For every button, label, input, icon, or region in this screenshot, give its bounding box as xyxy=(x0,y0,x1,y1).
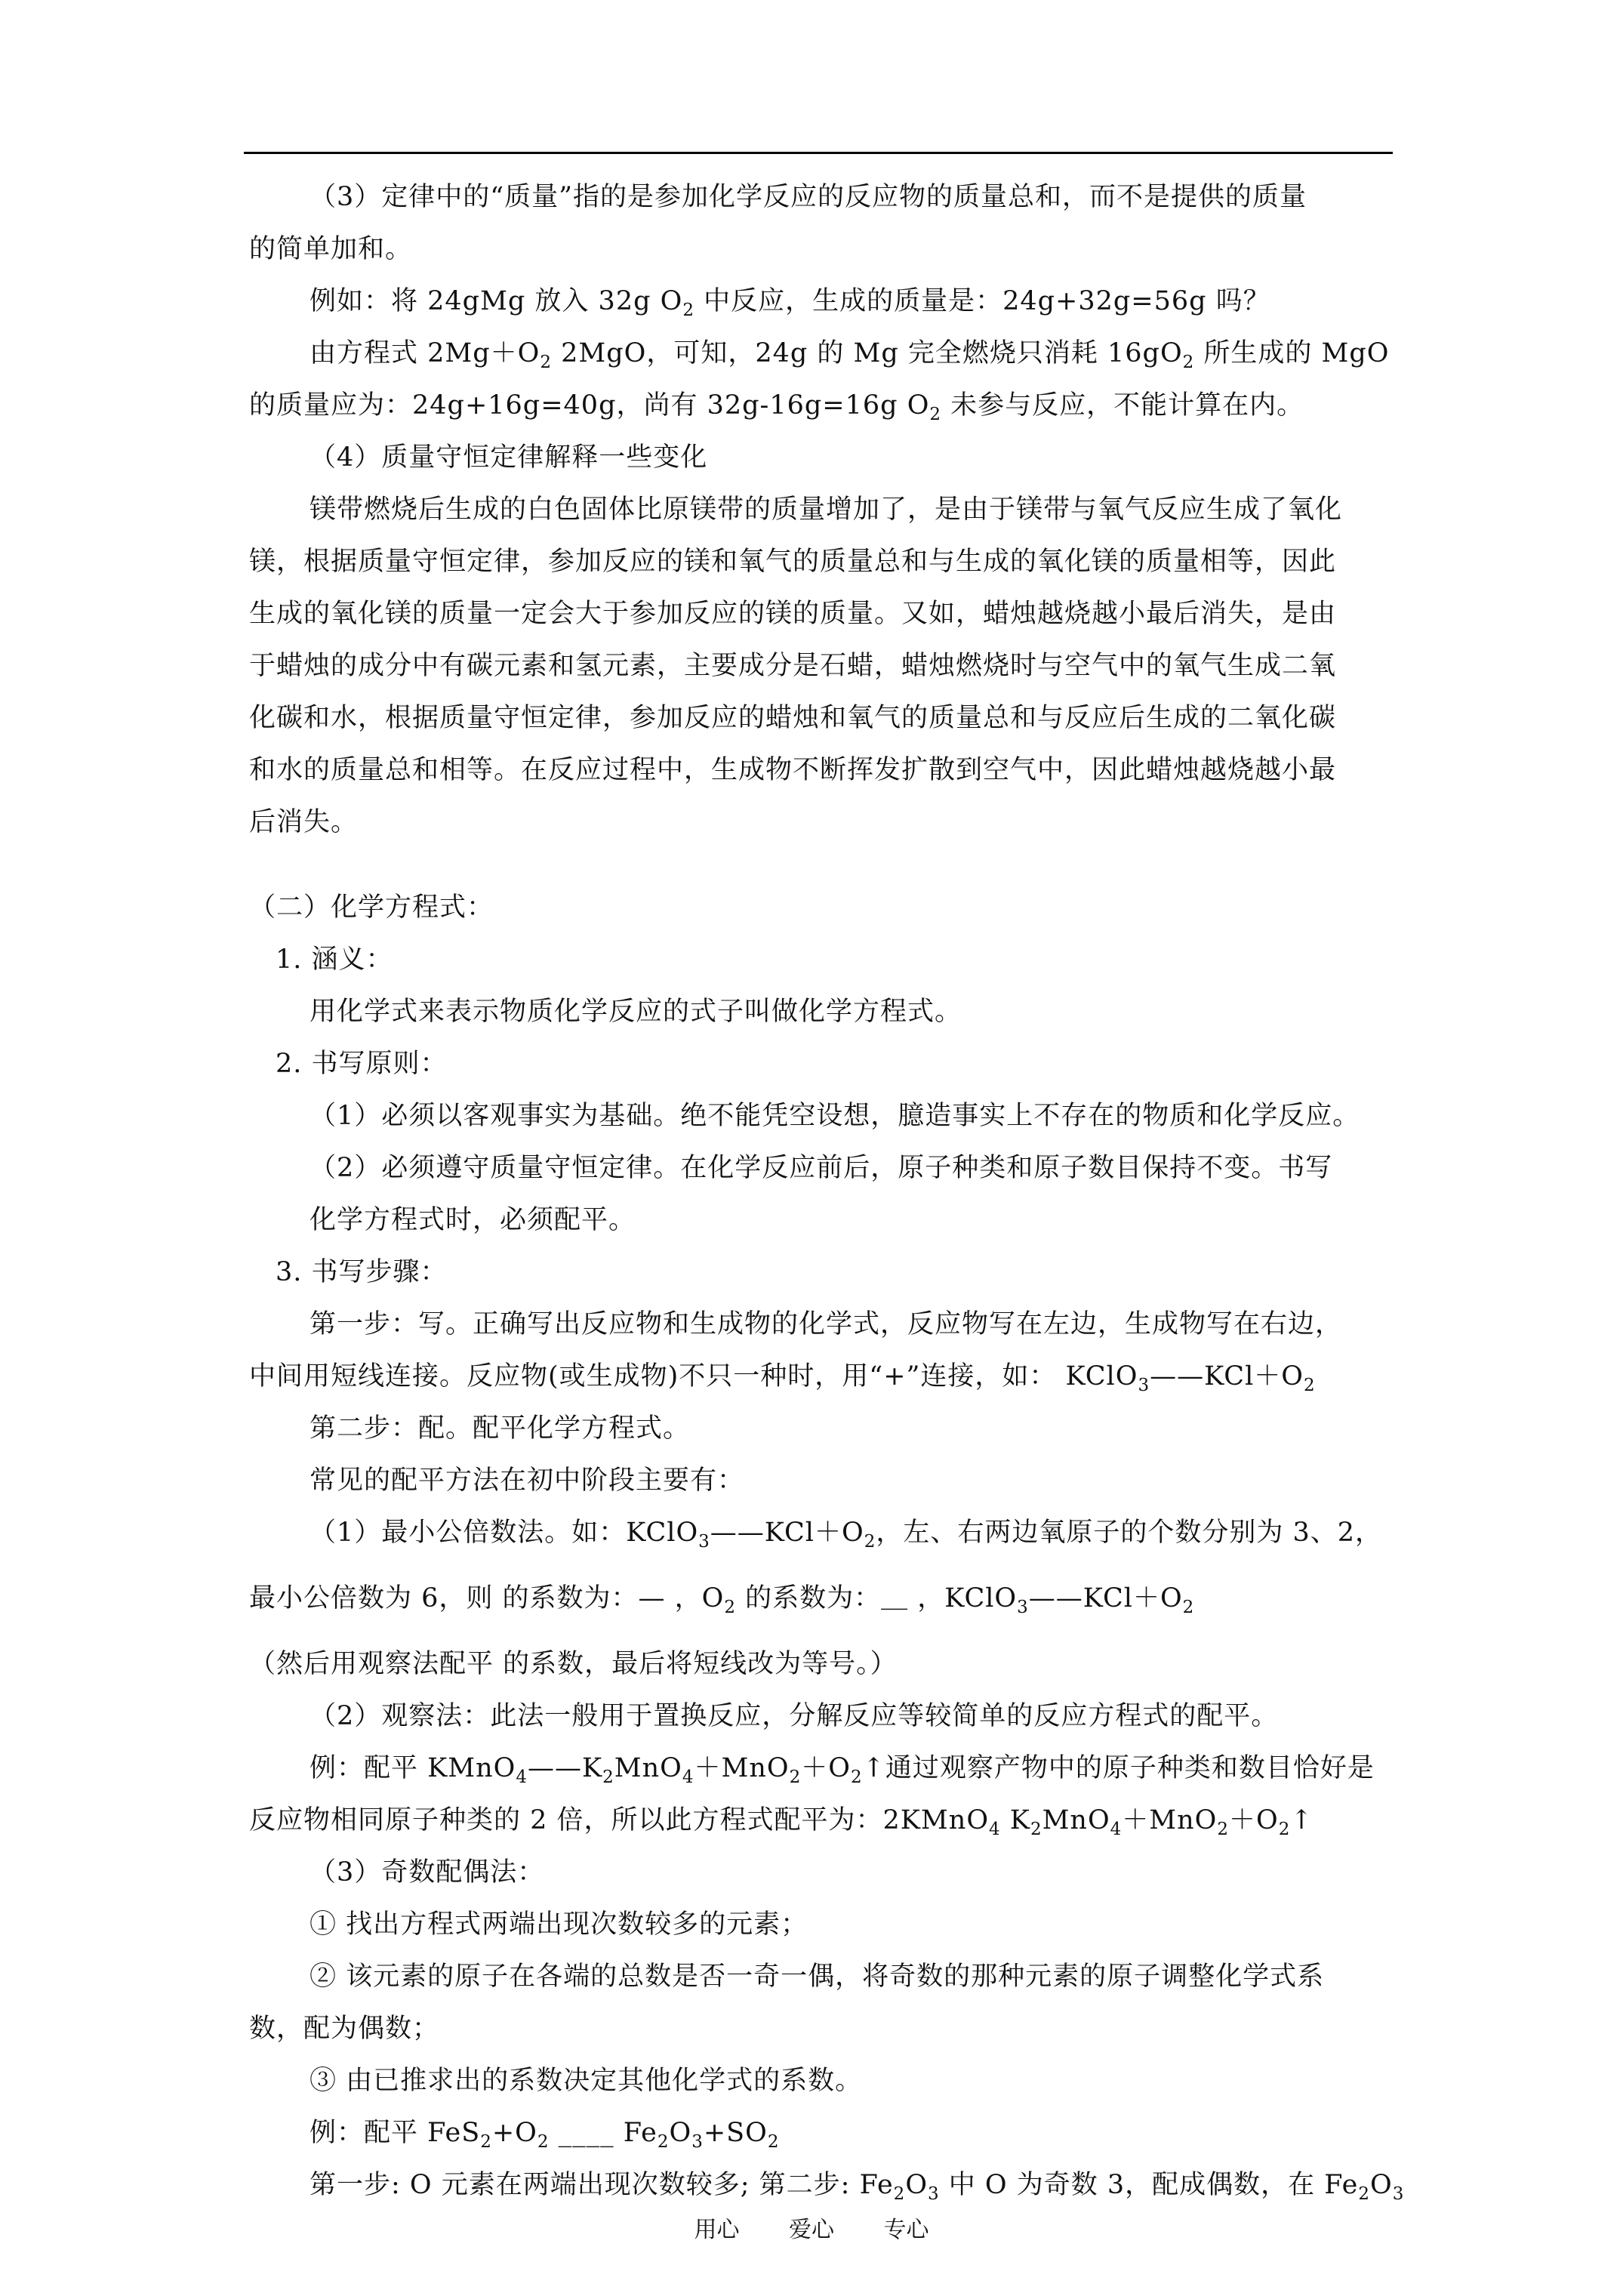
text-run: 1. 涵义： xyxy=(276,945,393,975)
text-run: ↑通过观察产物中的原子种类和数目恰好是 xyxy=(862,1753,1375,1783)
text-run: ② 该元素的原子在各端的总数是否一奇一偶，将奇数的那种元素的原子调整化学式系 xyxy=(310,1962,1325,1992)
subscript: 2 xyxy=(864,1532,876,1552)
text-run: ③ 由已推求出的系数决定其他化学式的系数。 xyxy=(310,2066,863,2096)
text-run: 第一步：写。正确写出反应物和生成物的化学式，反应物写在左边，生成物写在右边， xyxy=(310,1309,1343,1339)
text-run: 反应物相同原子种类的 2 倍，所以此方程式配平为：2KMnO xyxy=(249,1805,990,1835)
footer-text-3: 专心 xyxy=(883,2217,929,2243)
text-line xyxy=(310,1099,1360,1133)
text-run: 数，配为偶数； xyxy=(249,2014,440,2044)
subscript: 4 xyxy=(516,1767,528,1787)
text-run: 和水的质量总和相等。在反应过程中，生成物不断挥发扩散到空气中，因此蜡烛越烧越小最 xyxy=(249,755,1337,785)
subscript: 4 xyxy=(682,1767,694,1787)
text-run: 最小公倍数为 6，则 的系数为：— ，O xyxy=(249,1583,725,1613)
text-run: MnO xyxy=(614,1753,682,1783)
subscript: 2 xyxy=(767,2132,780,2152)
text-line xyxy=(310,1464,744,1497)
subscript: 2 xyxy=(540,353,552,372)
subscript: 2 xyxy=(724,1598,736,1617)
text-run: 的简单加和。 xyxy=(249,234,413,264)
text-line xyxy=(249,597,1336,630)
subscript: 2 xyxy=(1358,2184,1370,2204)
text-line xyxy=(310,1412,690,1445)
text-line xyxy=(310,1700,1278,1733)
text-run: 于蜡烛的成分中有碳元素和氢元素，主要成分是石蜡，蜡烛燃烧时与空气中的氧气生成二氧 xyxy=(249,651,1337,681)
text-run: 生成的氧化镁的质量一定会大于参加反应的镁的质量。又如，蜡烛越烧越小最后消失，是由 xyxy=(249,599,1337,629)
text-run: 中间用短线连接。反应物(或生成物)不只一种时，用“+”连接，如： KClO xyxy=(249,1361,1138,1391)
text-line xyxy=(310,1856,544,1889)
text-line xyxy=(249,233,412,266)
text-line xyxy=(310,995,962,1028)
subscript: 2 xyxy=(929,405,942,424)
text-run: 3. 书写步骤： xyxy=(276,1257,448,1287)
text-run: 第二步：配。配平化学方程式。 xyxy=(310,1413,691,1444)
subscript: 4 xyxy=(1110,1820,1123,1839)
text-run: K xyxy=(1000,1805,1030,1835)
text-line xyxy=(310,1516,1382,1552)
text-line xyxy=(276,1047,448,1080)
text-line xyxy=(249,389,1304,422)
text-run: 镁带燃烧后生成的白色固体比原镁带的质量增加了，是由于镁带与氧气反应生成了氧化 xyxy=(310,495,1343,525)
text-line xyxy=(249,1647,898,1681)
text-run: 中 O 为奇数 3，配成偶数，在 Fe xyxy=(939,2170,1359,2200)
text-run: 2MgO，可知，24g 的 Mg 完全燃烧只消耗 16gO xyxy=(551,338,1183,368)
text-line xyxy=(310,2064,862,2097)
subscript: 2 xyxy=(602,1767,614,1787)
subscript: 2 xyxy=(850,1767,863,1787)
text-line xyxy=(310,493,1342,526)
text-run: +O xyxy=(491,2118,537,2148)
text-line xyxy=(310,2168,1404,2202)
text-line xyxy=(249,754,1336,787)
subscript: 2 xyxy=(1030,1820,1042,1839)
text-run: ＋MnO xyxy=(1122,1805,1218,1835)
text-run: 第一步: O 元素在两端出现次数较多; 第二步: Fe xyxy=(310,2170,894,2200)
page-footer xyxy=(0,2211,1623,2244)
text-run: ① 找出方程式两端出现次数较多的元素； xyxy=(310,1909,808,1940)
text-line xyxy=(276,943,393,976)
text-run: ↑ xyxy=(1290,1805,1313,1835)
text-line xyxy=(310,1151,1332,1185)
footer-text-1: 用心 xyxy=(694,2217,740,2243)
text-run: ____ Fe xyxy=(549,2118,658,2148)
text-run: MnO xyxy=(1042,1805,1110,1835)
subscript: 3 xyxy=(1392,2184,1405,2204)
text-run: 中反应，生成的质量是：24g+32g=56g 吗？ xyxy=(694,286,1270,316)
text-run: 后消失。 xyxy=(249,807,359,837)
subscript: 2 xyxy=(1217,1820,1230,1839)
text-run: 例如：将 24gMg 放入 32g O xyxy=(310,286,683,316)
text-run: O xyxy=(1369,2170,1393,2200)
text-run: ——KCl＋O xyxy=(1150,1361,1304,1391)
text-line xyxy=(310,1960,1324,1993)
text-run: 未参与反应，不能计算在内。 xyxy=(941,390,1304,421)
text-run: 化碳和水，根据质量守恒定律，参加反应的蜡烛和氧气的质量总和与反应后生成的二氧化碳 xyxy=(249,703,1337,733)
text-run: ——KCl＋O xyxy=(1028,1583,1183,1613)
text-run: O xyxy=(669,2118,692,2148)
text-line xyxy=(249,891,494,924)
text-line xyxy=(249,649,1336,683)
text-line xyxy=(310,180,1307,214)
text-line xyxy=(310,337,1389,370)
text-run: （二）化学方程式： xyxy=(249,892,494,923)
text-run: 镁，根据质量守恒定律，参加反应的镁和氧气的质量总和与生成的氧化镁的质量相等，因此 xyxy=(249,547,1337,577)
text-line xyxy=(249,1582,1194,1615)
subscript: 2 xyxy=(1182,353,1195,372)
text-run: （4）质量守恒定律解释一些变化 xyxy=(310,442,708,473)
text-line xyxy=(249,1804,1313,1837)
subscript: 2 xyxy=(789,1767,802,1787)
text-run: （3）奇数配偶法： xyxy=(310,1857,545,1888)
text-run: ＋MnO xyxy=(694,1753,790,1783)
subscript: 3 xyxy=(691,2132,704,2152)
text-line xyxy=(310,1203,636,1237)
text-run: ＋O xyxy=(801,1753,851,1783)
text-line xyxy=(276,1256,448,1289)
header-rule xyxy=(244,152,1393,154)
text-run: 用化学式来表示物质化学反应的式子叫做化学方程式。 xyxy=(310,997,962,1027)
text-run: 的质量应为：24g+16g=40g，尚有 32g-16g=16g O xyxy=(249,390,930,421)
subscript: 2 xyxy=(537,2132,550,2152)
text-line xyxy=(249,701,1336,735)
text-line xyxy=(310,285,1270,318)
text-run: 例：配平 FeS xyxy=(310,2118,481,2148)
text-line xyxy=(249,806,358,839)
subscript: 2 xyxy=(682,300,694,320)
text-run: ，左、右两边氧原子的个数分别为 3、2， xyxy=(876,1518,1382,1548)
subscript: 2 xyxy=(657,2132,670,2152)
text-line xyxy=(310,441,707,474)
subscript: 3 xyxy=(1017,1598,1029,1617)
text-run: 的系数为：＿ ，KClO xyxy=(735,1583,1018,1613)
subscript: 2 xyxy=(480,2132,492,2152)
text-run: 常见的配平方法在初中阶段主要有： xyxy=(310,1465,745,1496)
text-run: +SO xyxy=(703,2118,768,2148)
subscript: 3 xyxy=(1138,1376,1150,1395)
text-run: 由方程式 2Mg＋O xyxy=(310,338,540,368)
subscript: 2 xyxy=(1182,1598,1195,1617)
subscript: 3 xyxy=(698,1532,710,1552)
text-run: （1）必须以客观事实为基础。绝不能凭空设想，臆造事实上不存在的物质和化学反应。 xyxy=(310,1101,1360,1131)
subscript: 2 xyxy=(1278,1820,1291,1839)
text-line xyxy=(249,2012,439,2045)
text-run: ——K xyxy=(528,1753,603,1783)
text-run: O xyxy=(905,2170,929,2200)
text-line xyxy=(310,2116,779,2150)
text-run: （1）最小公倍数法。如：KClO xyxy=(310,1518,699,1548)
text-run: （3）定律中的“质量”指的是参加化学反应的反应物的质量总和，而不是提供的质量 xyxy=(310,182,1307,212)
text-run: 化学方程式时，必须配平。 xyxy=(310,1205,636,1235)
text-run: （然后用观察法配平 的系数，最后将短线改为等号。） xyxy=(249,1649,898,1679)
text-run: 所生成的 MgO xyxy=(1194,338,1390,368)
subscript: 2 xyxy=(893,2184,906,2204)
text-line xyxy=(310,1908,808,1941)
text-run: （2）观察法：此法一般用于置换反应，分解反应等较简单的反应方程式的配平。 xyxy=(310,1701,1279,1731)
text-line xyxy=(249,545,1336,578)
text-line xyxy=(310,1308,1342,1341)
subscript: 2 xyxy=(1303,1376,1316,1395)
text-run: ——KCl＋O xyxy=(710,1518,864,1548)
text-run: （2）必须遵守质量守恒定律。在化学反应前后，原子种类和原子数目保持不变。书写 xyxy=(310,1153,1333,1183)
text-line xyxy=(310,1752,1375,1785)
text-run: 2. 书写原则： xyxy=(276,1049,448,1079)
subscript: 4 xyxy=(989,1820,1001,1839)
subscript: 3 xyxy=(928,2184,940,2204)
text-line xyxy=(249,1360,1316,1393)
text-run: ＋O xyxy=(1229,1805,1279,1835)
footer-text-2: 爱心 xyxy=(789,2217,834,2243)
text-run: 例：配平 KMnO xyxy=(310,1753,516,1783)
